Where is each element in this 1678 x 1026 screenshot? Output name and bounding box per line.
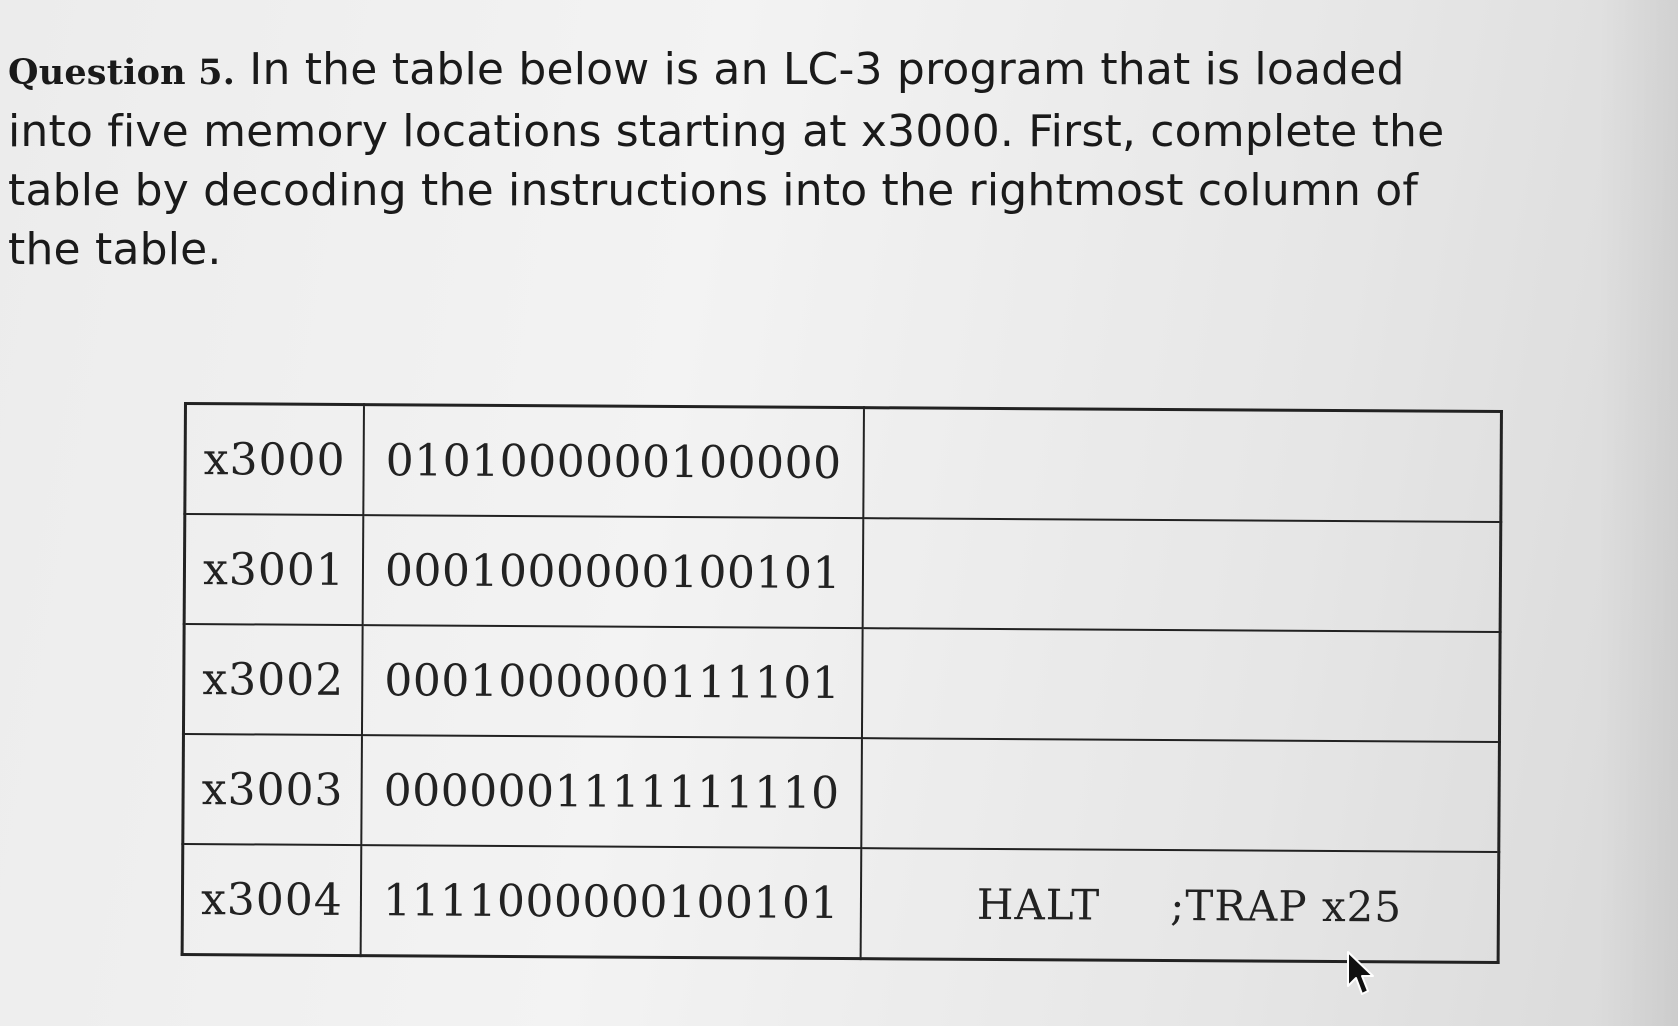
mouse-pointer-icon (1346, 950, 1376, 998)
instruction-bits-cell: 0001000000100101 (363, 515, 864, 628)
table-row (185, 404, 1502, 523)
decoded-comment: ;TRAP x25 (1170, 880, 1403, 931)
table-row (182, 844, 1499, 963)
question-label: Question 5. (8, 52, 236, 93)
decoded-instruction-cell[interactable] (863, 408, 1501, 522)
decoded-instruction-cell[interactable] (861, 848, 1499, 962)
decoded-instruction-cell[interactable] (861, 738, 1499, 852)
table-row (183, 624, 1500, 742)
address-cell: x3003 (183, 734, 362, 845)
decoded-instruction-cell[interactable] (862, 628, 1500, 742)
table-row (183, 734, 1500, 852)
address-cell: x3004 (182, 844, 361, 956)
instruction-bits-cell: 0001000000111101 (362, 625, 863, 738)
decoded-instruction-cell[interactable] (863, 518, 1501, 632)
question-text: In the table below is an LC-3 program that is loaded into five memory locations starting at x3000. First, complete the table by decoding the instructions into the rightmost column of the table. (8, 44, 1445, 275)
address-cell: x3001 (184, 514, 363, 625)
decoded-instruction (957, 879, 1403, 931)
page-shadow (1598, 0, 1678, 1026)
instruction-bits-cell: 0000001111111110 (361, 735, 862, 848)
instruction-bits-cell: 0101000000100000 (363, 405, 864, 519)
address-cell: x3000 (185, 404, 364, 516)
table-row (184, 514, 1501, 632)
instruction-bits-cell: 1111000000100101 (361, 845, 862, 959)
address-cell: x3002 (183, 624, 362, 735)
program-table (181, 402, 1503, 964)
question-paragraph (8, 40, 1468, 279)
decoded-opcode: HALT (976, 879, 1101, 930)
